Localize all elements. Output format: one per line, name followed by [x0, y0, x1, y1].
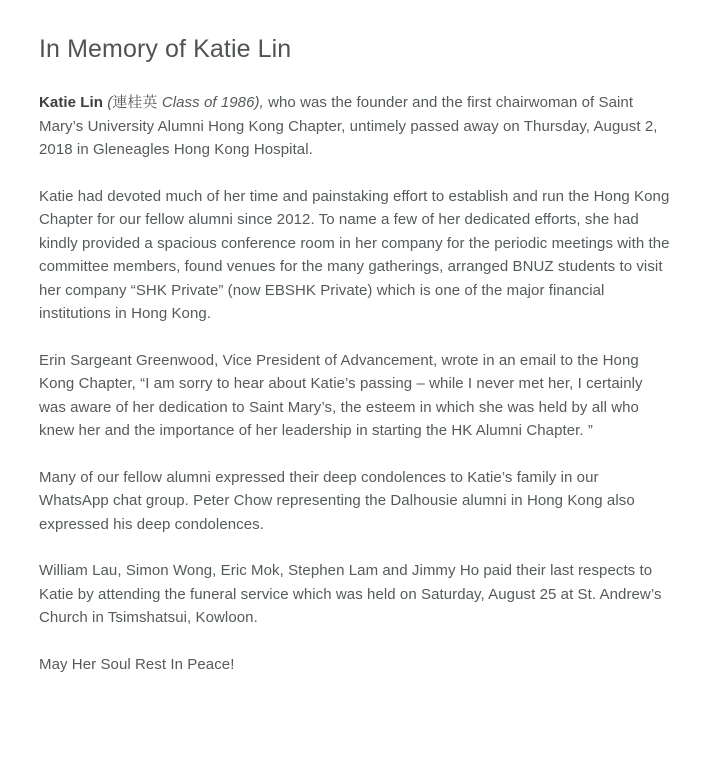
- paragraph-intro: [39, 91, 670, 162]
- deceased-class-year: Class of 1986),: [157, 94, 264, 112]
- paragraph-condolences: Many of our fellow alumni expressed their deep condolences to Katie’s family in our WhatsApp chat group. Peter Chow representing the Dalhousie alumni in Hong Kong also expressed his deep condolences.: [39, 468, 635, 533]
- paragraph-greenwood-email: Erin Sargeant Greenwood, Vice President of Advancement, wrote in an email to the Hong Kong Chapter, “I am sorry to hear about Katie’s passing – while I never met her, I certainly was aware of her dedication to Saint Mary’s, the esteem in which she was held by all who knew her and the importance of her leadership in starting the HK Alumni Chapter. ”: [39, 351, 643, 440]
- paragraph-closing: May Her Soul Rest In Peace!: [39, 655, 235, 673]
- paragraph-devotion: Katie had devoted much of her time and painstaking effort to establish and run the Hong Kong Chapter for our fellow alumni since 2012. To name a few of her dedicated efforts, she had kindly provided a spacious conference room in her company for the periodic meetings with the committee members, found venues for the many gatherings, arranged BNUZ students to visit her company “SHK Private” (now EBSHK Private) which is one of the major financial institutions in Hong Kong.: [39, 187, 670, 323]
- paragraph-intro-body: who was the founder and the first chairwoman of Saint Mary’s University Alumni Hong Kong Chapter, untimely passed away on Thursday, August 2, 2018 in Gleneagles Hong Kong Hospital.: [39, 94, 658, 159]
- paragraph-funeral: William Lau, Simon Wong, Eric Mok, Stephen Lam and Jimmy Ho paid their last respects to Katie by attending the funeral service which was held on Saturday, August 25 at St. Andrew’s Church in Tsimshatsui, Kowloon.: [39, 562, 662, 627]
- deceased-name-chinese: 連桂英: [112, 93, 158, 112]
- page-title: In Memory of Katie Lin: [39, 35, 292, 63]
- deceased-name: Katie Lin: [39, 94, 104, 112]
- deceased-meta-open: (: [107, 94, 113, 112]
